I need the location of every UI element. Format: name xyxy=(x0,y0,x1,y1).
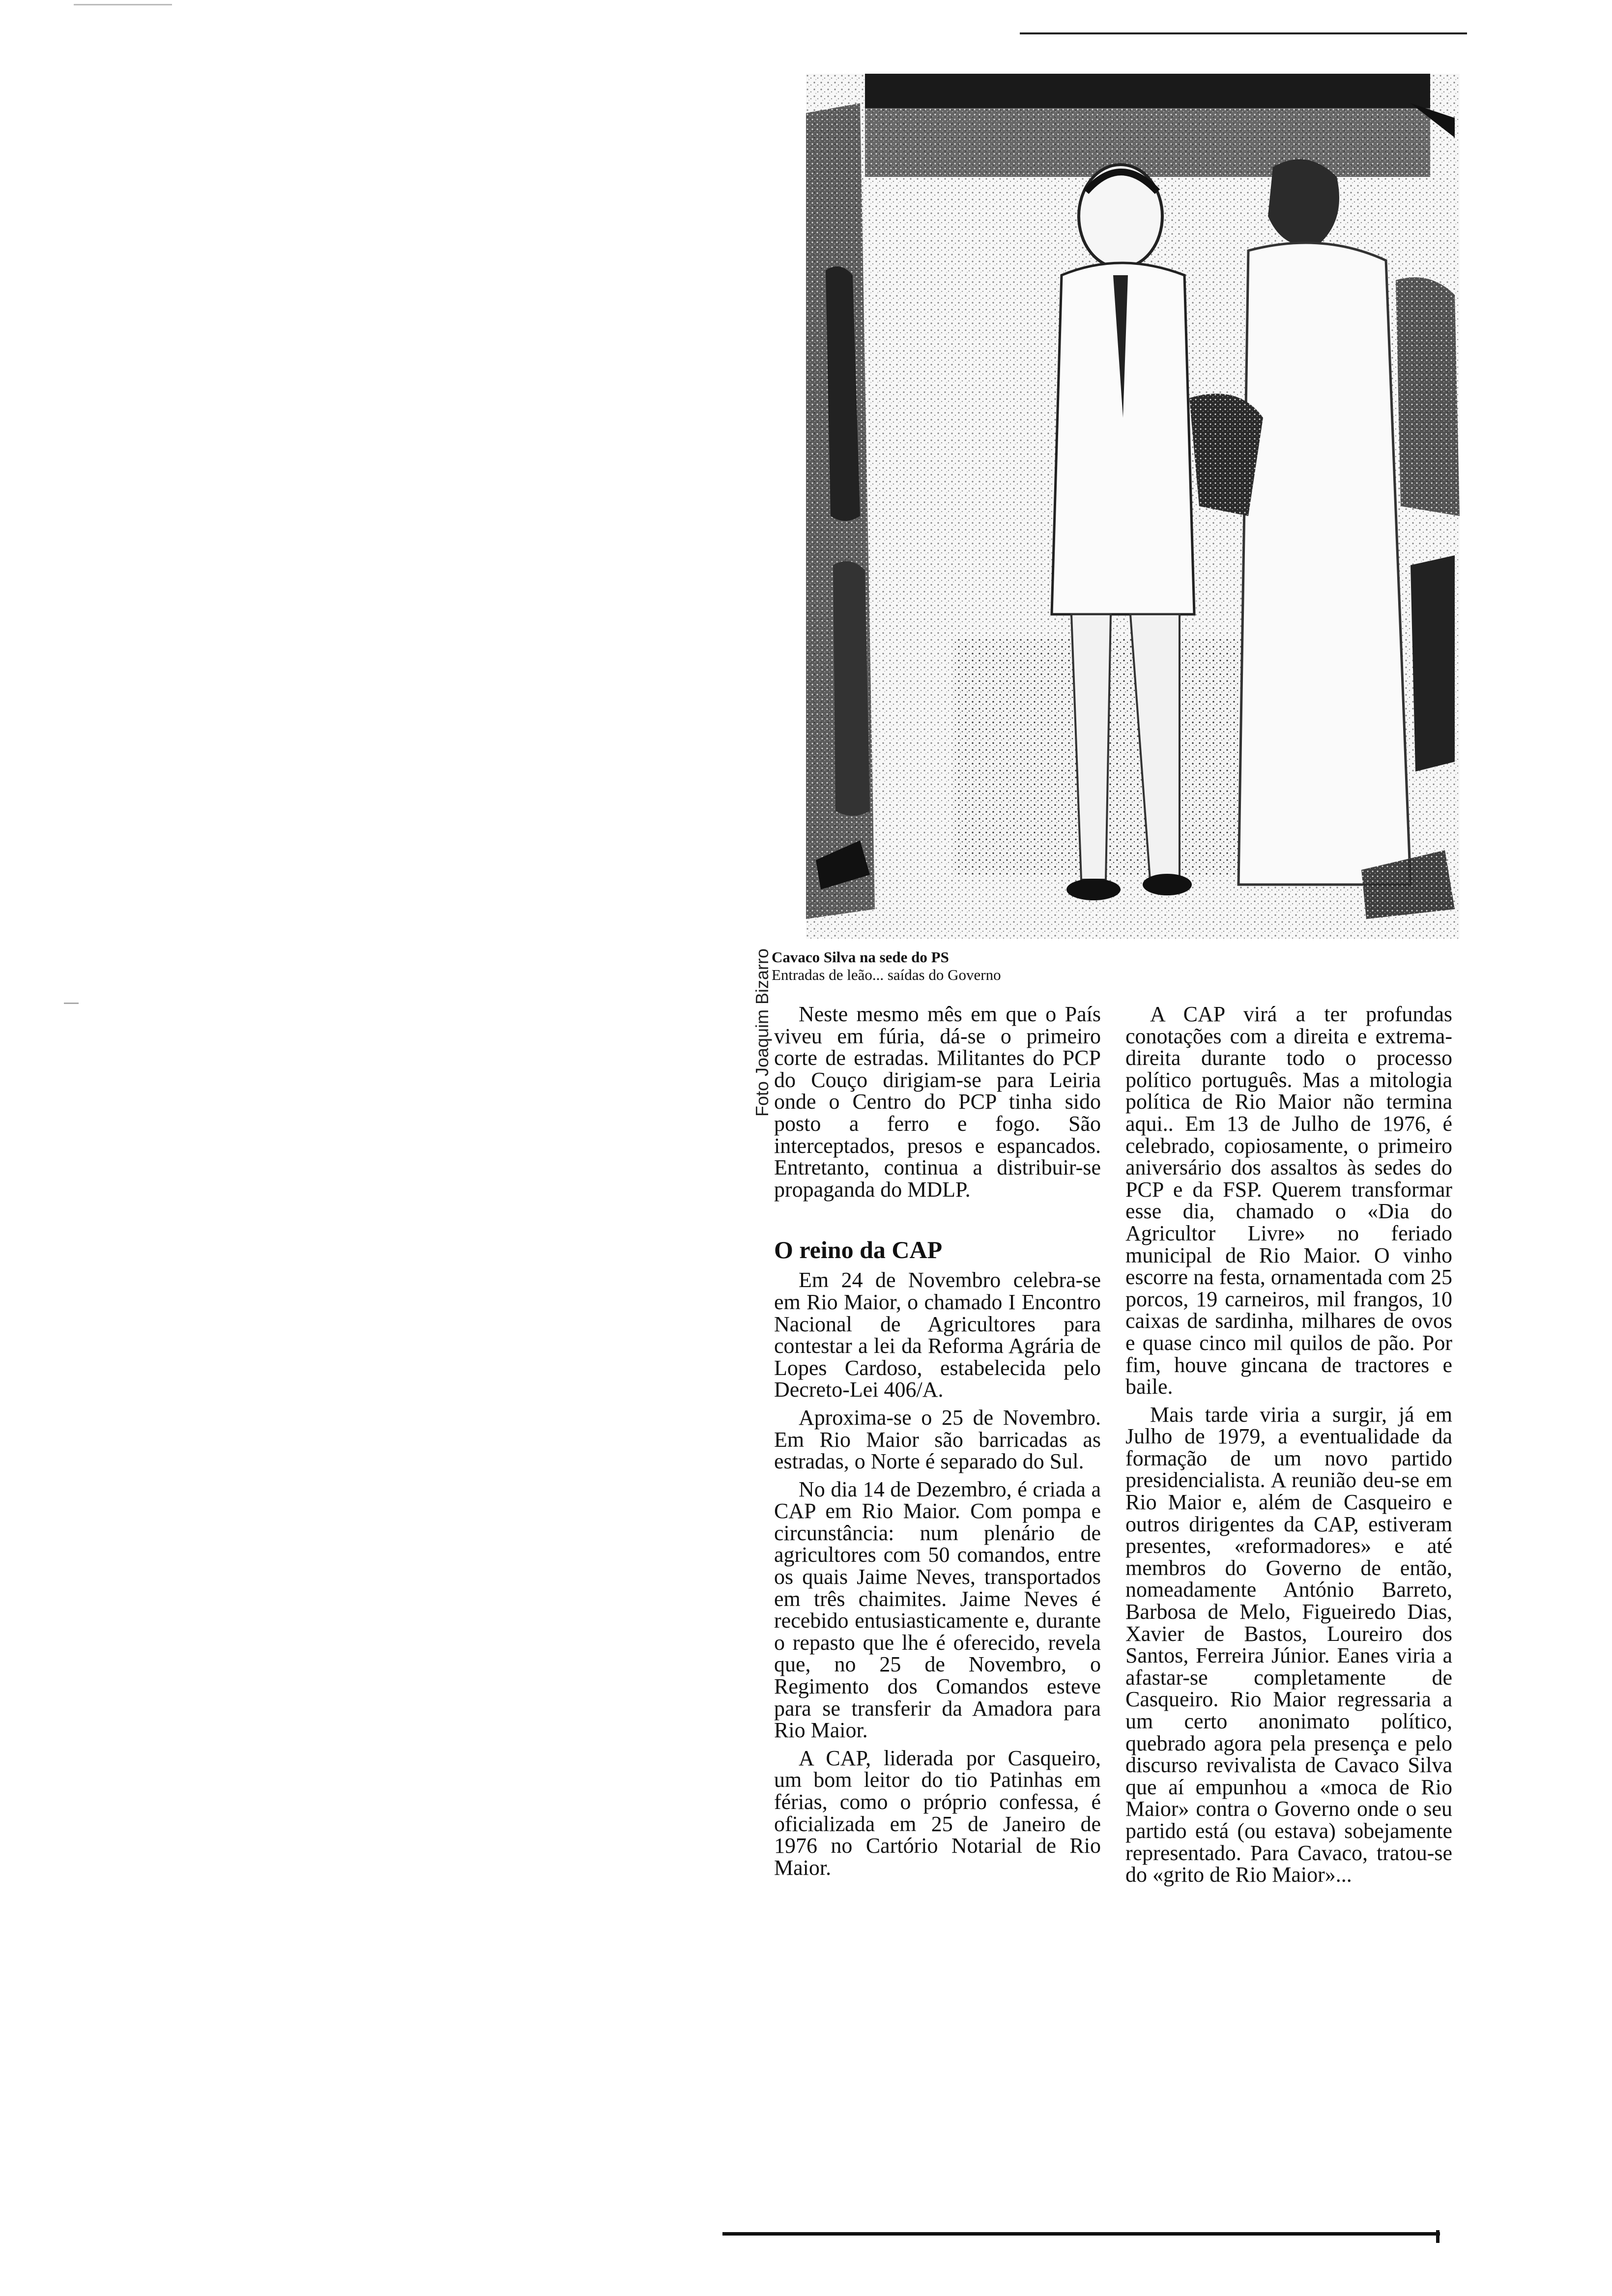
bottom-rule-end xyxy=(1436,2230,1439,2243)
corner-mark xyxy=(74,4,172,5)
photo-image xyxy=(806,74,1460,939)
paragraph: A CAP virá a ter profundas conotações com a direita e extrema-direita durante todo o processo político português. Mas a mitologia política de Rio Maior não termina aqui.. Em 13 de Julho de 1976, é celebrado, copiosamente, o primeiro aniversário dos assaltos às sedes do PCP e da FSP. Querem transformar esse dia, chamado o «Dia do Agricultor Livre» no feriado municipal de Rio Maior. O vinho escorre na festa, ornamentada com 25 porcos, 19 carneiros, mil frangos, 10 caixas de sardinha, milhares de ovos e quase cinco mil quilos de pão. Por fim, houve gincana de tractores e baile. xyxy=(1125,1002,1452,1399)
article-column-left xyxy=(774,1004,1101,1885)
paragraph: Aproxima-se o 25 de Novembro. Em Rio Maior são barricadas as estradas, o Norte é separado do Sul. xyxy=(774,1405,1101,1474)
paragraph: Em 24 de Novembro celebra-se em Rio Maior, o chamado I Encontro Nacional de Agricultores para contestar a lei da Reforma Agrária de Lopes Cardoso, estabelecida pelo Decreto-Lei 406/A. xyxy=(774,1268,1101,1402)
photo-credit: Foto Joaquim Bizarro xyxy=(752,948,772,1117)
caption-title: Cavaco Silva na sede do PS xyxy=(772,948,949,966)
photo-caption xyxy=(772,948,1214,984)
caption-subtitle: Entradas de leão... saídas do Governo xyxy=(772,966,1001,983)
paragraph: No dia 14 de Dezembro, é criada a CAP em Rio Maior. Com pompa e circunstância: num plenário de agricultores com 50 comandos, entre os quais Jaime Neves, transportados em três chaimites. Jaime Neves é recebido entusiasticamente e, durante o repasto que lhe é oferecido, revela que, no 25 de Novembro, o Regimento dos Comandos esteve para se transferir da Amadora para Rio Maior. xyxy=(774,1477,1101,1743)
paragraph: A CAP, liderada por Casqueiro, um bom leitor do tio Patinhas em férias, como o próprio confessa, é oficializada em 25 de Janeiro de 1976 no Cartório Notarial de Rio Maior. xyxy=(774,1746,1101,1880)
section-heading: O reino da CAP xyxy=(774,1236,943,1264)
article-column-right xyxy=(1125,1004,1452,1892)
margin-tick xyxy=(64,1003,79,1004)
bottom-rule xyxy=(722,2232,1440,2236)
paragraph: Mais tarde viria a surgir, já em Julho de 1979, a eventualidade da formação de um novo partido presidencialista. A reunião deu-se em Rio Maior e, além de Casqueiro e outros dirigentes da CAP, estiveram presentes, «reformadores» e até membros do Governo de então, nomeadamente António Barreto, Barbosa de Melo, Figueiredo Dias, Xavier de Bastos, Loureiro dos Santos, Ferreira Júnior. Eanes viria a afastar-se completamente de Casqueiro. Rio Maior regressaria a um certo anonimato político, quebrado agora pela presença e pelo discurso revivalista de Cavaco Silva que aí empunhou a «moca de Rio Maior» contra o Governo onde o seu partido está (ou estava) sobejamente representado. Para Cavaco, tratou-se do «grito de Rio Maior»... xyxy=(1125,1402,1452,1887)
news-photo xyxy=(806,74,1460,939)
top-rule xyxy=(1020,32,1467,34)
paragraph: Neste mesmo mês em que o País viveu em fúria, dá-se o primeiro corte de estradas. Militantes do PCP do Couço dirigiam-se para Leiria onde o Centro do PCP tinha sido posto a ferro e fogo. São interceptados, presos e espancados. Entretanto, continua a distribuir-se propaganda do MDLP. xyxy=(774,1002,1101,1202)
